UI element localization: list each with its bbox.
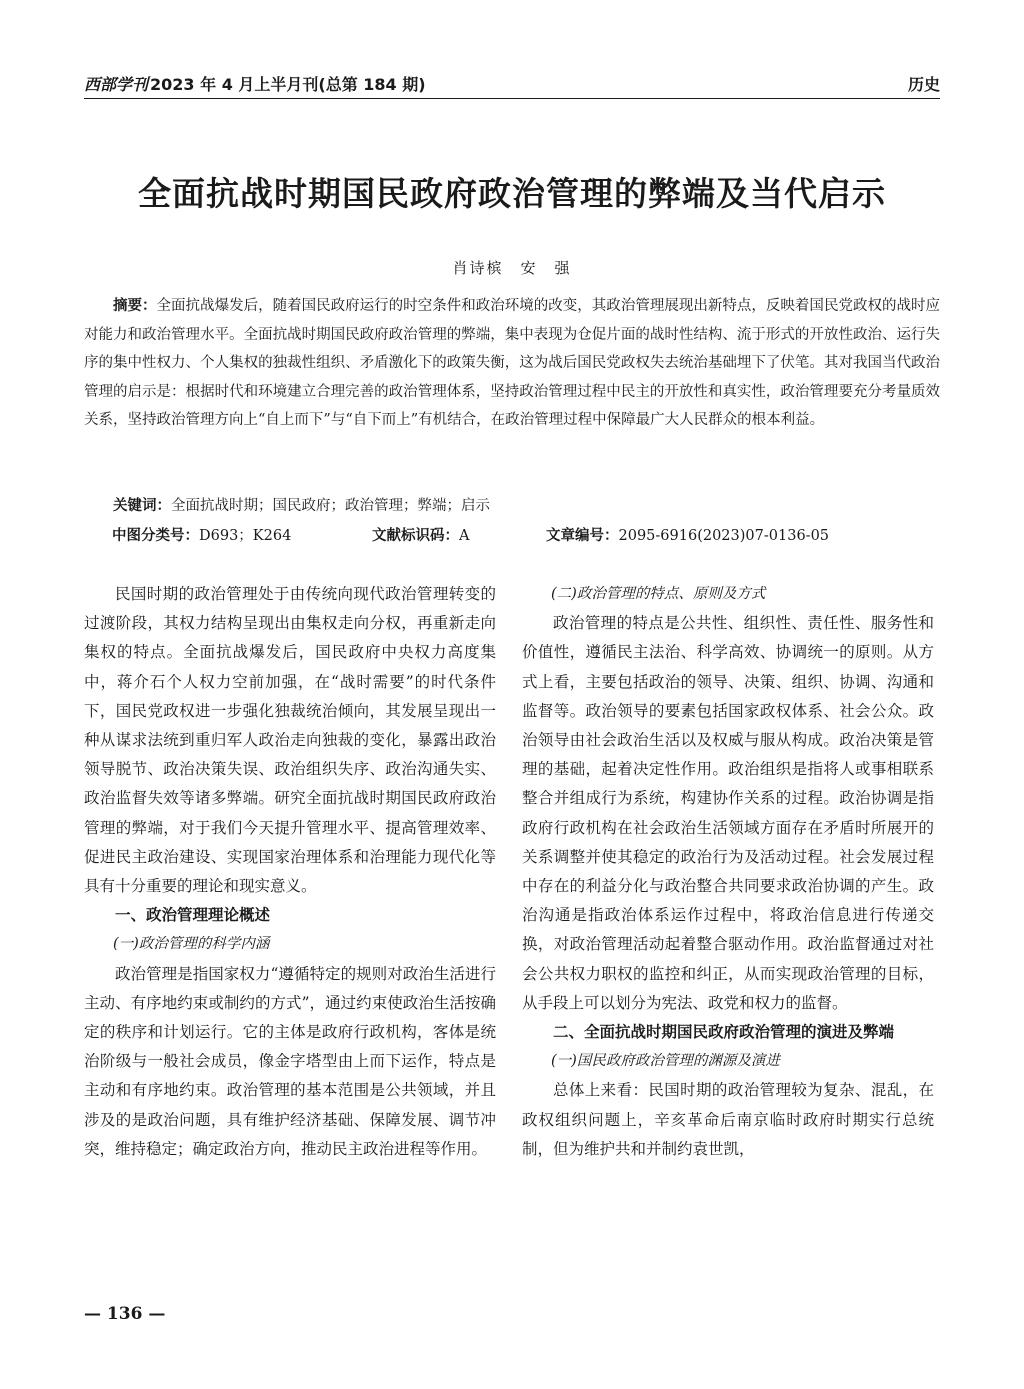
- left-column: [84, 580, 496, 1164]
- keywords-label: 关键词：: [113, 498, 171, 514]
- article-no-label: 文章编号：: [546, 528, 619, 544]
- right-column: [522, 580, 934, 1164]
- journal-logo: 西部学刊: [84, 75, 149, 94]
- subsection-heading-1-2: (二)政治管理的特点、原则及方式: [551, 586, 766, 602]
- article-number: [546, 524, 829, 548]
- subsection-heading-2-1: (一)国民政府政治管理的渊源及演进: [551, 1053, 780, 1070]
- abstract-text: 全面抗战爆发后，随着国民政府运行的时空条件和政治环境的改变，其政治管理展现出新特点，反映着国民党政权的战时应对能力和政治管理水平。全面抗战时期国民政府政治管理的弊端，集中表现为仓促片面的战时性结构、流于形式的开放性政治、运行失序的集中性权力、个人集权的独裁性组织、矛盾激化下的政策失衡，这为战后国民党政权失去统治基础埋下了伏笔。其对我国当代政治管理的启示是：根据时代和环境建立合理完善的政治管理体系，坚持政治管理过程中民主的开放性和真实性，政治管理要充分考量质效关系，坚持政治管理方向上“自上而下”与“自下而上”有机结合，在政治管理过程中保障最广大人民群众的根本利益。: [84, 298, 940, 428]
- intro-paragraph: 民国时期的政治管理处于由传统向现代政治管理转变的过渡阶段，其权力结构呈现出由集权走向分权，再重新走向集权的特点。全面抗战爆发后，国民政府中央权力高度集中，蒋介石个人权力空前加强，在“战时需要”的时代条件下，国民党政权进一步强化独裁统治倾向，其发展呈现出一种从谋求法统到重归军人政治走向独裁的变化，暴露出政治领导脱节、政治决策失误、政治组织失序、政治沟通失实、政治监督失效等诸多弊端。研究全面抗战时期国民政府政治管理的弊端，对于我们今天提升管理水平、提高管理效率、促进民主政治建设、实现国家治理体系和治理能力现代化等具有十分重要的理论和现实意义。: [84, 585, 496, 896]
- article-no-value: 2095-6916(2023)07-0136-05: [618, 528, 830, 544]
- document-code: [372, 524, 469, 548]
- section-heading-1: 一、政治管理理论概述: [115, 906, 271, 925]
- clc-number: [112, 524, 291, 548]
- clc-value: D693；K264: [199, 528, 292, 544]
- issue-info: 2023 年 4 月上半月刊(总第 184 期): [150, 75, 426, 94]
- abstract-label: 摘要：: [113, 298, 157, 314]
- keywords-text: 全面抗战时期；国民政府；政治管理；弊端；启示: [171, 498, 490, 514]
- clc-label: 中图分类号：: [112, 528, 199, 544]
- paragraph-definition: 政治管理是指国家权力“遵循特定的规则对政治生活进行主动、有序地约束或制约的方式”，通过约束使政治生活按确定的秩序和计划运行。它的主体是政府行政机构，客体是统治阶级与一般社会成员，像金字塔型由上而下运作，特点是主动和有序地约束。政治管理的基本范围是公共领域，并且涉及的是政治问题，具有维护经济基础、保障发展、调节冲突，维持稳定；确定政治方向，推动民主政治进程等作用。: [84, 964, 496, 1158]
- doc-code-label: 文献标识码：: [372, 528, 459, 544]
- article-title: 全面抗战时期国民政府政治管理的弊端及当代启示: [138, 174, 886, 213]
- abstract: [84, 292, 940, 435]
- paragraph-features: 政治管理的特点是公共性、组织性、责任性、服务性和价值性，遵循民主法治、科学高效、协调统一的原则。从方式上看，主要包括政治的领导、决策、组织、协调、沟通和监督等。政治领导的要素包括国家政权体系、社会公众。政治领导由社会政治生活以及权威与服从构成。政治决策是管理的基础，起着决定性作用。政治组织是指将人或事相联系整合并组成行为系统，构建协作关系的过程。政治协调是指政府行政机构在社会政治生活领域方面存在矛盾时所展开的关系调整并使其稳定的政治行为及活动过程。社会发展过程中存在的利益分化与政治整合共同要求政治协调的产生。政治沟通是指政治体系运作过程中，将政治信息进行传递交换，对政治管理活动起着整合驱动作用。政治监督通过对社会公共权力职权的监控和纠正，从而实现政治管理的目标，从手段上可以划分为宪法、政党和权力的监督。: [522, 614, 934, 1012]
- section-name: 历史: [907, 75, 940, 94]
- article-authors: 肖诗槟 安 强: [452, 259, 572, 277]
- paragraph-origins: 总体上来看：民国时期的政治管理较为复杂、混乱，在政权组织问题上，辛亥革命后南京临时政府时期实行总统制，但为维护共和并制约袁世凯，: [522, 1081, 934, 1158]
- doc-code-value: A: [459, 528, 470, 544]
- page-number: — 136 —: [84, 1304, 166, 1324]
- header-left: [84, 72, 426, 95]
- running-header: [84, 70, 940, 99]
- section-heading-2: 二、全面抗战时期国民政府政治管理的演进及弊端: [553, 1023, 895, 1042]
- keywords: [84, 494, 940, 518]
- subsection-heading-1-1: (一)政治管理的科学内涵: [113, 936, 270, 953]
